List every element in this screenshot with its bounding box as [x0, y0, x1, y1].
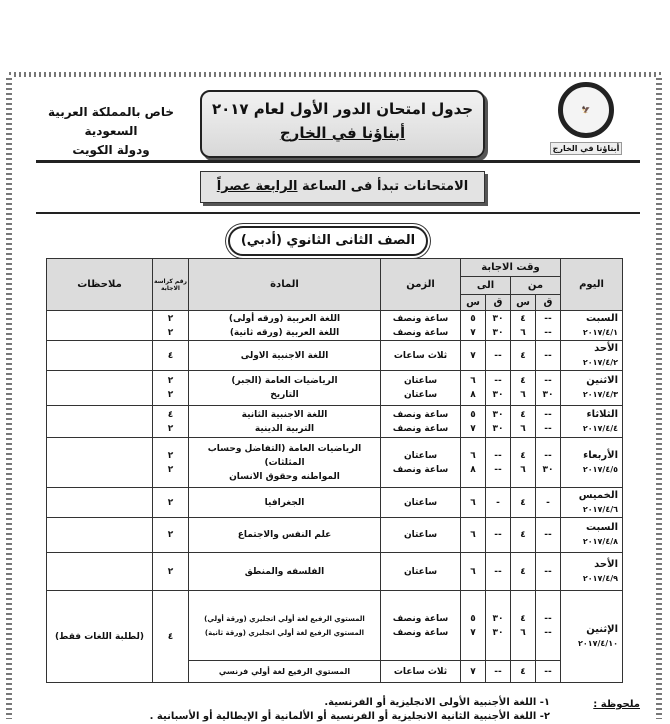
cell-day	[561, 341, 623, 371]
header-duration: الزمن	[381, 259, 461, 311]
cell-duration: ساعة ونصف	[392, 313, 449, 324]
cell-day	[561, 591, 623, 683]
cell-subject: الفلسفه والمنطق	[244, 566, 325, 577]
cell-to-m: ٣٠	[492, 327, 504, 338]
cell-day	[561, 488, 623, 518]
cell-from-h: ٤	[520, 350, 526, 361]
cell-to-m: --	[494, 350, 502, 361]
grade-label: الصف الثانى الثانوي (أدبي)	[228, 226, 428, 256]
exam-schedule-table	[46, 258, 623, 683]
cell-from-m: --	[544, 627, 552, 638]
cell-to-h: ٦	[470, 376, 476, 386]
cell-duration: ساعة ونصف	[392, 327, 449, 338]
cell-notes	[47, 406, 153, 438]
cell-subject: المستوي الرفيع لغة أولي فرنسي	[189, 661, 381, 683]
day-name: السبت	[585, 312, 618, 324]
page-title: جدول امتحان الدور الأول لعام ٢٠١٧	[211, 100, 474, 118]
header-notes: ملاحظات	[47, 259, 153, 311]
decorative-border-left	[6, 75, 12, 719]
cell-to-m: --	[494, 566, 502, 577]
day-date: ٢٠١٧/٤/٤	[582, 423, 618, 433]
cell-from-m: --	[544, 423, 552, 434]
cell-subject: اللغة الاجنبية الاولى	[240, 350, 329, 361]
cell-to-m: ٣٠	[492, 613, 504, 624]
cell-from-m: ٣٠	[542, 390, 554, 400]
cell-subject: اللغة العربية (ورقه ثانية)	[229, 327, 340, 338]
header-from: من	[511, 277, 561, 295]
cell-booklet: ٢	[167, 313, 174, 324]
cell-notes	[47, 311, 153, 341]
cell-to-h: ٧	[470, 327, 476, 338]
day-date: ٢٠١٧/٤/٨	[582, 537, 618, 546]
cell-to-m: ٣٠	[492, 313, 504, 324]
cell-duration: ساعة ونصف	[392, 613, 449, 624]
cell-from-h: ٤	[520, 613, 526, 624]
cell-booklet: ٢	[167, 423, 174, 434]
table-row	[47, 371, 623, 406]
day-date: ٢٠١٧/٤/٢	[582, 357, 618, 367]
cell-to-h: ٥	[470, 313, 476, 324]
cell-from-h: ٤	[520, 497, 526, 508]
header-day: اليوم	[561, 259, 623, 311]
cell-subject: التاريخ	[270, 390, 299, 400]
region-line-2: ودولة الكويت	[72, 143, 150, 157]
footnote-line-2: ٢- اللغة الأجنبية الثانية الانجليزية أو الفرنسية أو الألمانية أو الإيطالية أو الأسبانية .	[149, 711, 550, 722]
day-name: السبت	[585, 522, 618, 533]
table-row	[47, 488, 623, 518]
cell-subject: التربية الدينية	[254, 423, 315, 434]
day-date: ٢٠١٧/٤/٩	[582, 573, 618, 583]
table-row	[47, 518, 623, 553]
cell-from-h: ٦	[520, 464, 526, 475]
cell-subject: المستوي الرفيع لغة أولي انجليزي (ورقة أولي)	[204, 614, 365, 623]
cell-to-h: ٧	[470, 350, 476, 361]
cell-duration: ساعة ونصف	[392, 409, 449, 420]
header-to-min: ق	[486, 295, 511, 311]
cell-from-h: ٤	[520, 566, 526, 577]
decorative-border-right	[656, 75, 662, 719]
cell-subject: اللغة العربية (ورقه أولى)	[228, 313, 341, 324]
ministry-logo	[550, 82, 622, 155]
cell-to-m: -	[496, 497, 500, 508]
divider	[36, 160, 640, 163]
cell-from-h: ٦	[520, 390, 526, 400]
cell-from-m: --	[544, 613, 552, 624]
region-line-1: خاص بالمملكة العربية السعودية	[48, 105, 174, 138]
cell-from-m: ٣٠	[542, 464, 554, 475]
cell-day	[561, 438, 623, 488]
cell-day	[561, 518, 623, 553]
table-row	[47, 591, 623, 661]
day-date: ٢٠١٧/٤/٥	[582, 464, 618, 474]
cell-booklet: ٢	[167, 566, 174, 577]
cell-duration: ساعة ونصف	[392, 464, 449, 475]
cell-from-m: --	[544, 376, 552, 386]
cell-from-m: --	[544, 350, 552, 361]
cell-from-m: --	[544, 566, 552, 577]
banner-text: الامتحانات تبدأ فى الساعة	[297, 179, 469, 194]
cell-from-m: --	[536, 661, 561, 683]
day-name: الخميس	[578, 489, 618, 501]
cell-to-m: ٣٠	[492, 390, 504, 400]
region-label	[36, 103, 186, 160]
page-subtitle: أبناؤنا في الخارج	[279, 124, 406, 142]
day-date: ٢٠١٧/٤/١	[582, 327, 618, 337]
cell-duration: ساعتان	[403, 530, 438, 540]
cell-to-h: ٧	[470, 627, 476, 638]
header-from-hour: س	[511, 295, 536, 311]
day-name: الأحد	[594, 342, 618, 354]
cell-notes	[47, 438, 153, 488]
cell-to-h: ٧	[461, 661, 486, 683]
cell-to-h: ٦	[470, 450, 476, 461]
cell-day	[561, 311, 623, 341]
cell-booklet: ٢	[167, 530, 174, 540]
cell-booklet: ٢	[167, 376, 174, 386]
cell-from-h: ٤	[520, 376, 526, 386]
cell-duration: ساعتان	[403, 450, 438, 461]
table-row	[47, 438, 623, 488]
banner-highlight: الرابعة عصراً	[216, 179, 298, 194]
cell-to-h: ٧	[470, 423, 476, 434]
cell-from-m: --	[544, 327, 552, 338]
cell-to-h: ٦	[470, 530, 476, 540]
cell-to-h: ٥	[470, 613, 476, 624]
cell-duration: ساعة ونصف	[392, 627, 449, 638]
start-time-banner	[200, 171, 485, 203]
cell-to-h: ٨	[470, 390, 476, 400]
cell-notes	[47, 488, 153, 518]
cell-from-h: ٤	[520, 530, 526, 540]
cell-subject: علم النفس والاجتماع	[237, 530, 332, 540]
cell-booklet: ٢	[167, 464, 174, 475]
cell-booklet: ٤	[153, 591, 189, 683]
cell-from-h: ٤	[511, 661, 536, 683]
day-name: الأحد	[594, 558, 618, 570]
cell-duration: ساعتان	[403, 566, 438, 577]
cell-from-h: ٦	[520, 327, 526, 338]
day-date: ٢٠١٧/٤/١٠	[577, 638, 618, 648]
cell-booklet: ٤	[167, 409, 174, 420]
cell-from-h: ٤	[520, 313, 526, 324]
cell-duration: ثلاث ساعات	[381, 661, 461, 683]
cell-to-m: --	[486, 661, 511, 683]
footnote	[46, 696, 640, 724]
cell-from-h: ٤	[520, 450, 526, 461]
footnote-line-1: ١- اللغة الأجنبية الأولى الانجليزية أو الفرنسية.	[324, 697, 550, 708]
cell-to-h: ٦	[470, 566, 476, 577]
header-subject: المادة	[189, 259, 381, 311]
cell-duration: ثلاث ساعات	[393, 350, 448, 361]
cell-booklet: ٢	[167, 327, 174, 338]
cell-notes	[47, 553, 153, 591]
cell-notes	[47, 518, 153, 553]
cell-from-m: --	[544, 530, 552, 540]
logo-caption: أبناؤنا في الخارج	[550, 142, 622, 155]
header-answer-time: وقت الاجابة	[461, 259, 561, 277]
cell-from-m: --	[544, 313, 552, 324]
cell-to-m: --	[494, 464, 502, 475]
header-to: الى	[461, 277, 511, 295]
footnote-label: ملحوظة :	[593, 699, 640, 710]
cell-subject: اللغة الاجنبية الثانية	[241, 409, 328, 420]
cell-to-m: ٣٠	[492, 627, 504, 638]
cell-day	[561, 371, 623, 406]
cell-to-h: ٥	[470, 409, 476, 420]
cell-subject: الجغرافيا	[264, 497, 305, 508]
cell-day	[561, 406, 623, 438]
cell-to-m: --	[494, 530, 502, 540]
emblem-icon: 🦅	[558, 82, 614, 138]
cell-from-h: ٦	[520, 423, 526, 434]
day-date: ٢٠١٧/٤/٦	[582, 504, 618, 514]
table-row	[47, 341, 623, 371]
day-name: الثلاثاء	[586, 408, 618, 420]
cell-from-h: ٦	[520, 627, 526, 638]
cell-to-m: ٣٠	[492, 409, 504, 420]
cell-duration: ساعتان	[403, 376, 438, 386]
day-date: ٢٠١٧/٤/٣	[582, 390, 618, 399]
cell-to-m: --	[494, 450, 502, 461]
cell-to-h: ٨	[470, 464, 476, 475]
day-name: الاثنين	[586, 375, 618, 386]
cell-subject: الرياضيات العامة (الجبر)	[231, 376, 338, 386]
cell-to-m: ٣٠	[492, 423, 504, 434]
day-name: الإثنين	[586, 623, 618, 635]
header-from-min: ق	[536, 295, 561, 311]
cell-booklet: ٤	[167, 350, 174, 361]
title-box	[200, 90, 485, 158]
cell-booklet: ٢	[167, 450, 174, 461]
header-to-hour: س	[461, 295, 486, 311]
cell-duration: ساعتان	[403, 497, 438, 508]
table-row	[47, 406, 623, 438]
cell-from-m: --	[544, 409, 552, 420]
cell-notes: (لطلبة اللغات فقط)	[47, 591, 153, 683]
header-booklet: رقم كراسة الاجابة	[153, 259, 189, 311]
cell-subject: المستوي الرفيع لغة أولي انجليزي (ورقة ثانية)	[204, 628, 365, 637]
table-row	[47, 553, 623, 591]
decorative-border-top	[6, 72, 662, 77]
cell-to-m: --	[494, 376, 502, 386]
cell-day	[561, 553, 623, 591]
divider	[36, 212, 640, 214]
cell-notes	[47, 341, 153, 371]
day-name: الأربعاء	[583, 449, 618, 461]
cell-subject: المواطنه وحقوق الانسان	[229, 471, 340, 482]
table-row	[47, 311, 623, 341]
cell-from-h: ٤	[520, 409, 526, 420]
cell-to-h: ٦	[470, 497, 476, 508]
cell-from-m: -	[546, 497, 550, 508]
cell-booklet: ٢	[167, 390, 174, 400]
cell-booklet: ٢	[167, 497, 174, 508]
cell-duration: ساعة ونصف	[392, 423, 449, 434]
cell-duration: ساعتان	[403, 390, 438, 400]
cell-notes	[47, 371, 153, 406]
cell-subject: الرياضيات العامة (التفاضل وحساب المثلثات)	[207, 443, 362, 468]
cell-from-m: --	[544, 450, 552, 461]
